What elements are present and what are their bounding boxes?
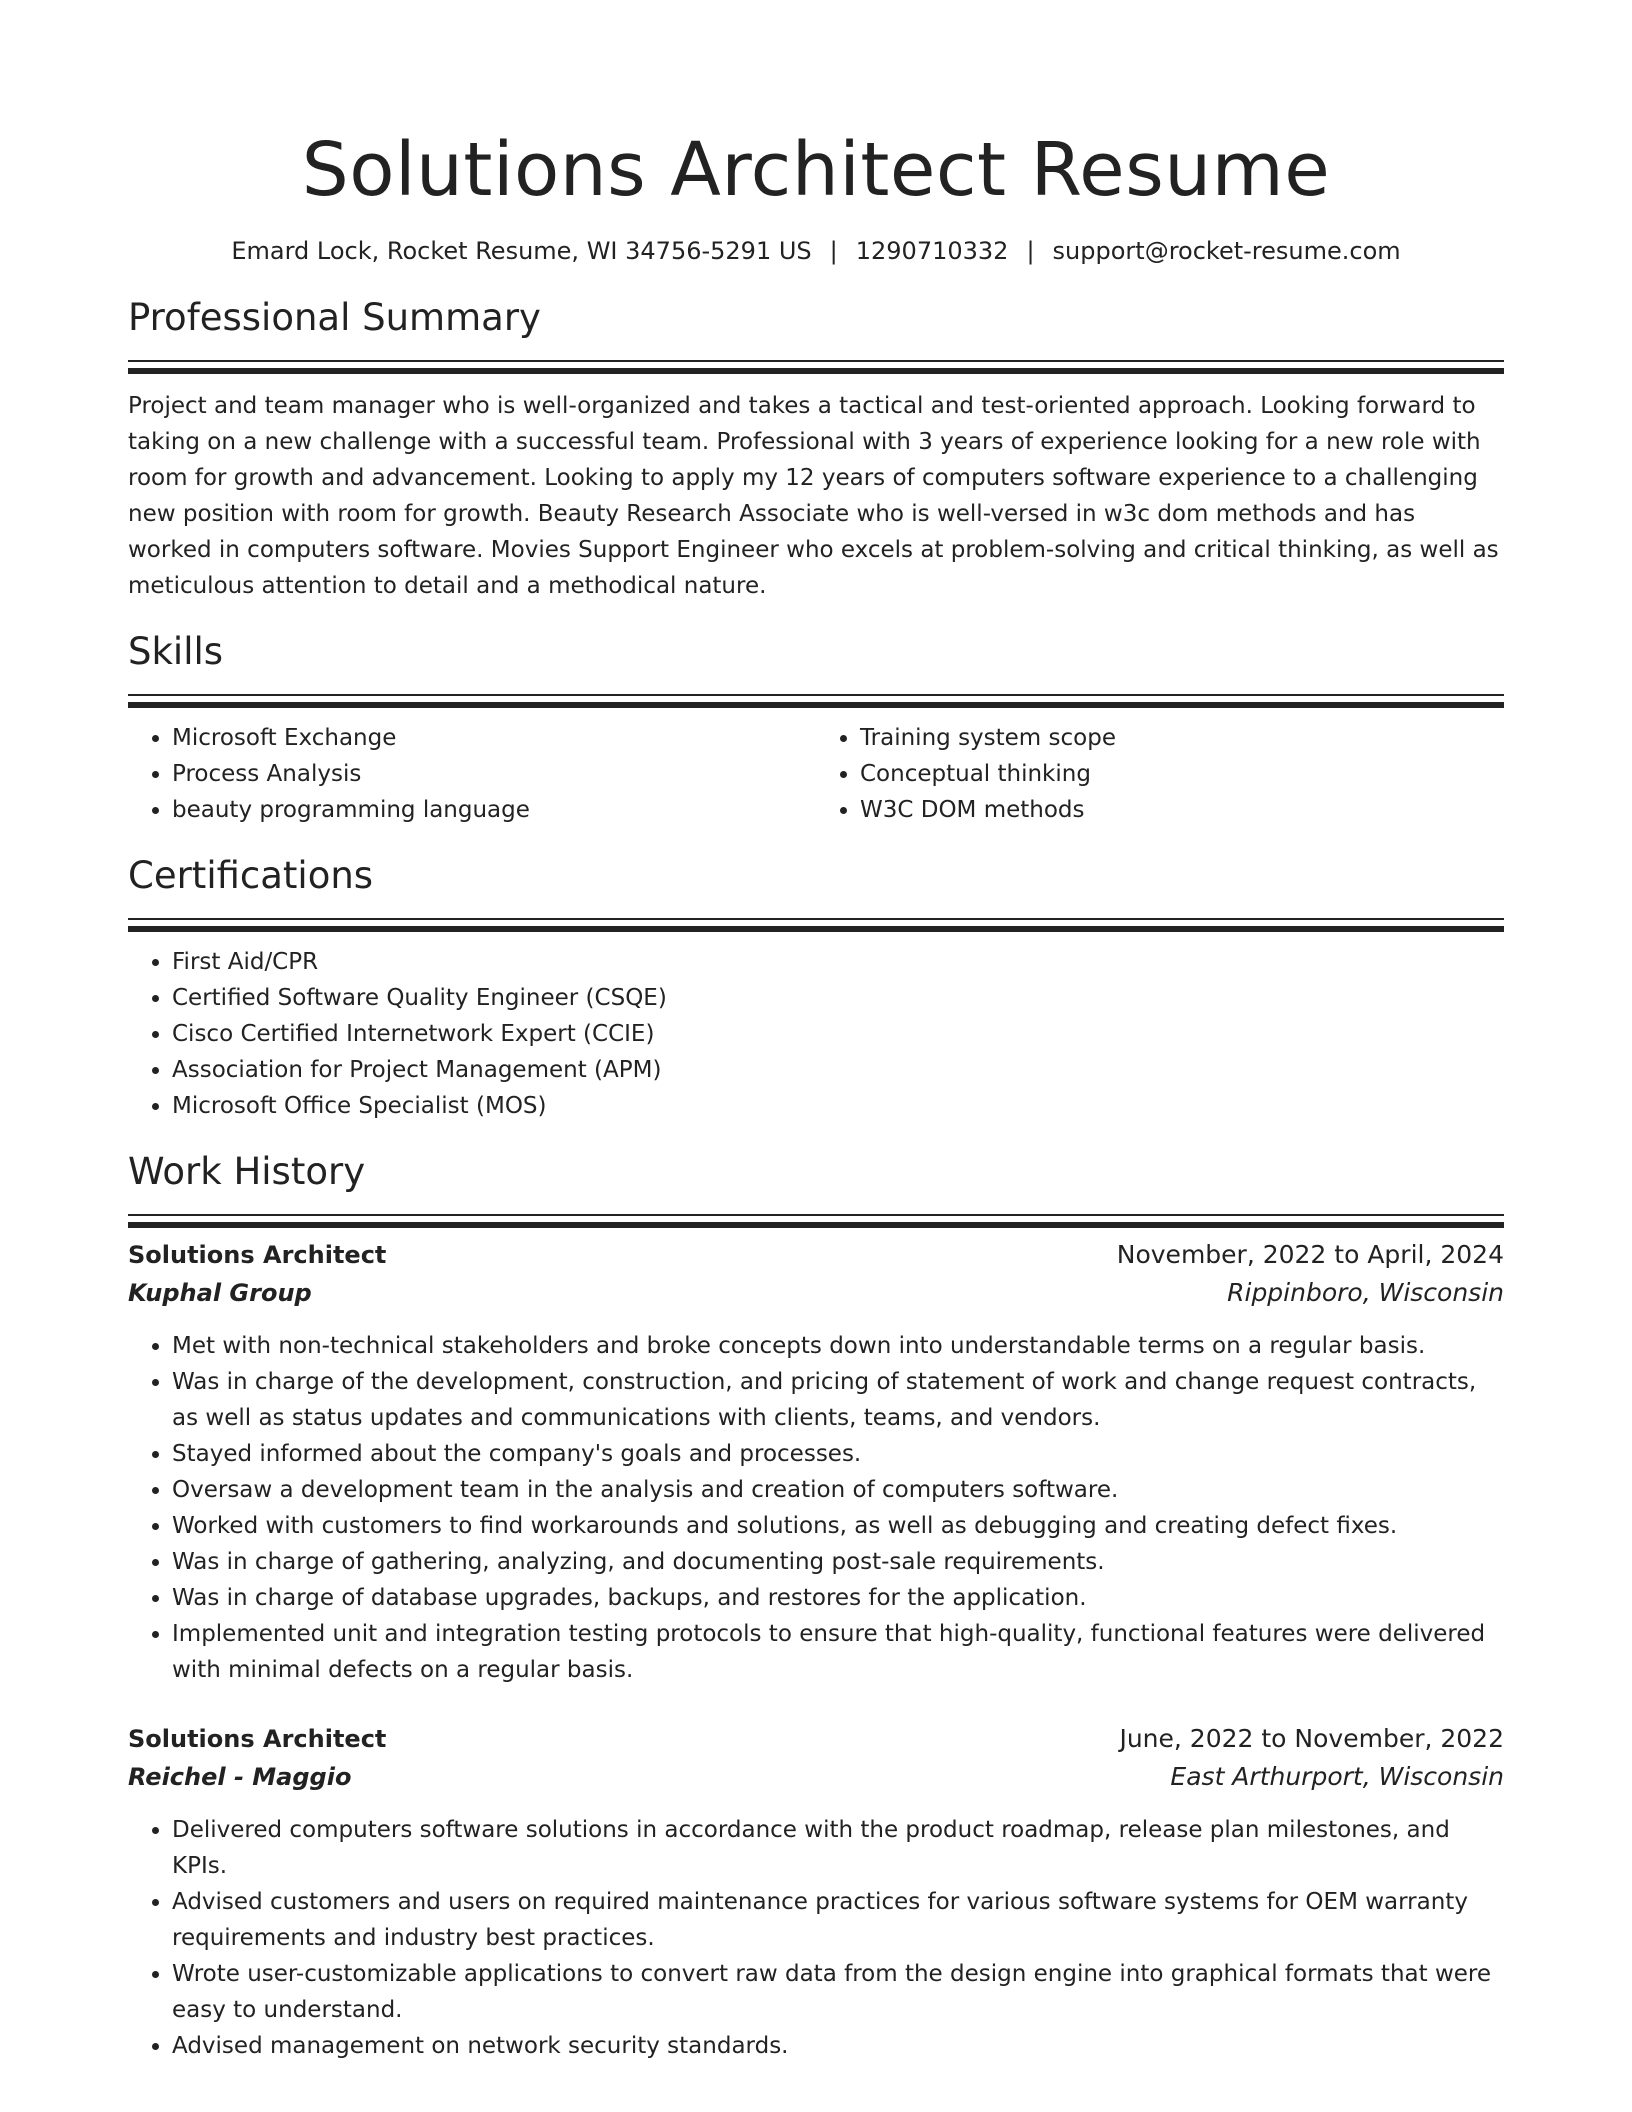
summary-heading: Professional Summary	[128, 296, 541, 339]
job-title: Solutions Architect	[128, 1725, 387, 1753]
job-dates: June, 2022 to November, 2022	[1119, 1724, 1504, 1753]
certification-item: • Cisco Certified Internetwork Expert (CCIE)	[172, 1016, 1504, 1052]
summary-section	[128, 294, 1504, 604]
skill-item: • Conceptual thinking	[860, 756, 1504, 792]
job-bullet: • Worked with customers to find workarounds and solutions, as well as debugging and creating defect fixes.	[172, 1508, 1504, 1544]
job-entry	[128, 1720, 1504, 2064]
job-bullet: • Delivered computers software solutions in accordance with the product roadmap, release plan milestones, and KPIs.	[172, 1812, 1504, 1884]
skill-item: • Process Analysis	[172, 756, 816, 792]
contact-line	[128, 234, 1504, 268]
job-bullet: • Advised management on network security standards.	[172, 2028, 1504, 2064]
certifications-heading: Certifications	[128, 854, 374, 897]
job-subheader	[128, 1274, 1504, 1312]
certification-item: • Association for Project Management (APM)	[172, 1052, 1504, 1088]
skill-item: • beauty programming language	[172, 792, 816, 828]
skill-item: • W3C DOM methods	[860, 792, 1504, 828]
certifications-list	[128, 944, 1504, 1124]
certification-item: • Certified Software Quality Engineer (CSQE)	[172, 980, 1504, 1016]
skills-list-right	[816, 720, 1504, 828]
certifications-section	[128, 852, 1504, 1124]
certification-item: • First Aid/CPR	[172, 944, 1504, 980]
skills-list-left	[128, 720, 816, 828]
job-bullet: • Was in charge of the development, construction, and pricing of statement of work and change request contracts, as well as status updates and communications with clients, teams, and vendors.	[172, 1364, 1504, 1436]
job-bullet: • Was in charge of gathering, analyzing, and documenting post-sale requirements.	[172, 1544, 1504, 1580]
skill-item: • Training system scope	[860, 720, 1504, 756]
job-dates: November, 2022 to April, 2024	[1116, 1240, 1504, 1269]
skills-section	[128, 628, 1504, 828]
summary-text: Project and team manager who is well-organized and takes a tactical and test-oriented approach. Looking forward to taking on a new challenge with a successful team. Professional with 3 years of experience looking for a new role with room for growth and advancement. Looking to apply my 12 years of computers software experience to a challenging new position with room for growth. Beauty Research Associate who is well-versed in w3c dom methods and has worked in computers software. Movies Support Engineer who excels at problem-solving and critical thinking, as well as meticulous attention to detail and a methodical nature.	[128, 393, 1499, 599]
section-divider	[128, 918, 1504, 920]
certification-item: • Microsoft Office Specialist (MOS)	[172, 1088, 1504, 1124]
contact-address: Emard Lock, Rocket Resume, WI 34756-5291 US	[231, 237, 812, 265]
job-bullet: • Was in charge of database upgrades, backups, and restores for the application.	[172, 1580, 1504, 1616]
job-location: Rippinboro, Wisconsin	[1227, 1278, 1504, 1307]
work-history-heading: Work History	[128, 1150, 366, 1193]
job-bullet: • Stayed informed about the company's goals and processes.	[172, 1436, 1504, 1472]
job-bullets	[128, 1812, 1504, 2064]
contact-separator: |	[829, 237, 838, 265]
job-bullet: • Wrote user-customizable applications to convert raw data from the design engine into graphical formats that were easy to understand.	[172, 1956, 1504, 2028]
job-company: Kuphal Group	[128, 1279, 312, 1307]
work-history-section	[128, 1148, 1504, 2064]
contact-phone: 1290710332	[855, 237, 1009, 265]
job-location: East Arthurport, Wisconsin	[1170, 1762, 1504, 1791]
job-subheader	[128, 1758, 1504, 1796]
job-header	[128, 1236, 1504, 1274]
section-divider	[128, 360, 1504, 362]
resume-title: Solutions Architect Resume	[301, 127, 1331, 213]
job-company: Reichel - Maggio	[128, 1763, 352, 1791]
section-divider	[128, 1214, 1504, 1216]
skills-grid	[128, 720, 1504, 828]
job-title: Solutions Architect	[128, 1241, 387, 1269]
job-bullets	[128, 1328, 1504, 1688]
job-bullet: • Oversaw a development team in the analysis and creation of computers software.	[172, 1472, 1504, 1508]
job-entry	[128, 1236, 1504, 1688]
job-header	[128, 1720, 1504, 1758]
section-divider	[128, 694, 1504, 696]
contact-separator: |	[1026, 237, 1035, 265]
job-bullet: • Advised customers and users on required maintenance practices for various software systems for OEM warranty requirements and industry best practices.	[172, 1884, 1504, 1956]
skills-heading: Skills	[128, 630, 224, 673]
contact-email[interactable]: support@rocket-resume.com	[1052, 237, 1401, 265]
resume-page	[128, 0, 1504, 2064]
skill-item: • Microsoft Exchange	[172, 720, 816, 756]
job-bullet: • Met with non-technical stakeholders and broke concepts down into understandable terms on a regular basis.	[172, 1328, 1504, 1364]
job-bullet: • Implemented unit and integration testing protocols to ensure that high-quality, functional features were delivered with minimal defects on a regular basis.	[172, 1616, 1504, 1688]
